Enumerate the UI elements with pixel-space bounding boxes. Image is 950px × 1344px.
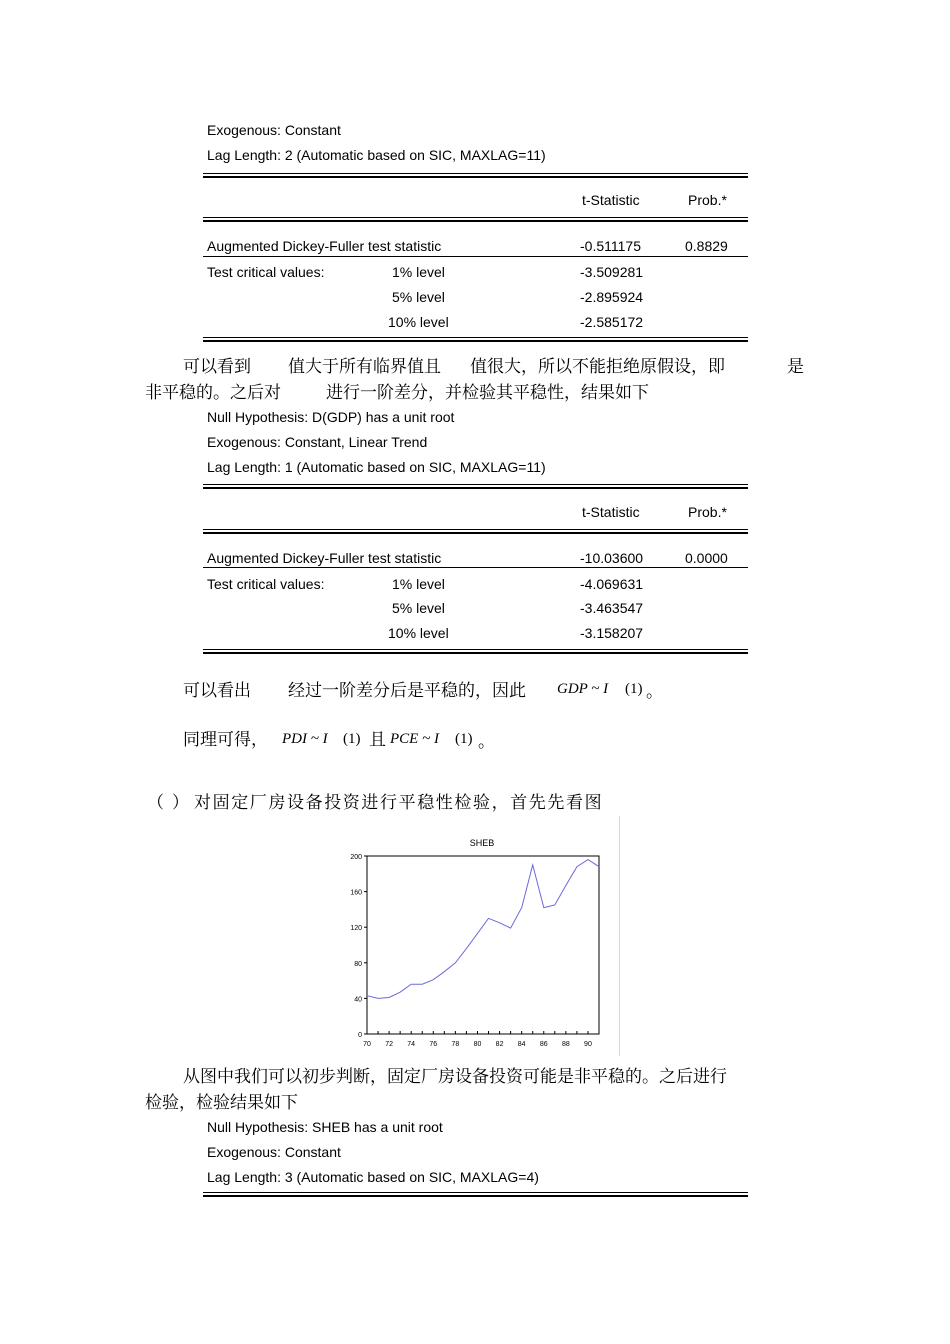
- test3-lag-length: Lag Length: 3 (Automatic based on SIC, MAXLAG=4): [207, 1169, 539, 1185]
- test2-adf-rule: [203, 567, 748, 568]
- test2-adf-label: Augmented Dickey-Fuller test statistic: [207, 550, 442, 566]
- test2-null-hypothesis: Null Hypothesis: D(GDP) has a unit root: [207, 409, 455, 425]
- x-tick-label: 74: [407, 1041, 416, 1048]
- para1-text-c: 值很大，所以不能拒绝原假设，即: [470, 357, 725, 377]
- plot-area: [367, 856, 599, 1034]
- test2-level-10: 10% level: [388, 625, 449, 641]
- x-tick-label: 88: [561, 1041, 570, 1048]
- test2-value-1: -4.069631: [580, 576, 644, 592]
- test1-level-1: 1% level: [392, 264, 445, 280]
- test3-top-rule-2: [203, 1195, 748, 1197]
- x-tick-label: 80: [473, 1041, 482, 1048]
- y-axis-ticks: [350, 854, 367, 1039]
- test1-value-5: -2.895924: [580, 289, 644, 305]
- y-tick-label: 80: [354, 960, 362, 968]
- test2-level-1: 1% level: [392, 576, 445, 592]
- para3-end: 。: [478, 732, 495, 752]
- y-tick-label: 200: [350, 854, 362, 861]
- test1-header-rule-2: [203, 220, 748, 222]
- test1-lag-length: Lag Length: 2 (Automatic based on SIC, MAXLAG=11): [207, 147, 546, 163]
- test1-bottom-rule-2: [203, 340, 748, 342]
- para5-line-2: 检验，检验结果如下: [145, 1093, 298, 1113]
- test2-top-rule-2: [203, 487, 748, 489]
- para2-end: 。: [646, 682, 663, 702]
- test1-level-5: 5% level: [392, 289, 445, 305]
- test2-bottom-rule-1: [203, 649, 748, 650]
- test1-adf-prob: 0.8829: [685, 238, 728, 254]
- test2-lag-length: Lag Length: 1 (Automatic based on SIC, MAXLAG=11): [207, 459, 546, 475]
- test1-adf-label: Augmented Dickey-Fuller test statistic: [207, 238, 442, 254]
- test2-critical-label: Test critical values:: [207, 576, 325, 592]
- test1-header-rule-1: [203, 217, 748, 218]
- test2-value-5: -3.463547: [580, 600, 644, 616]
- test2-adf-tstat: -10.03600: [580, 550, 644, 566]
- para2-text-b: 经过一阶差分后是平稳的，因此: [288, 681, 526, 701]
- para4-text: 对固定厂房设备投资进行平稳性检验，首先先看图: [194, 793, 604, 813]
- y-tick-label: 0: [358, 1032, 362, 1039]
- para2-math-order: (1): [625, 681, 643, 697]
- test2-header-rule-1: [203, 529, 748, 530]
- para1-text-a: 可以看到: [183, 357, 251, 377]
- test2-exogenous: Exogenous: Constant, Linear Trend: [207, 434, 428, 450]
- para2-math: GDP ~ I: [557, 681, 609, 697]
- test2-header-rule-2: [203, 532, 748, 534]
- para4-open-paren: （: [147, 793, 164, 813]
- x-tick-label: 90: [584, 1041, 592, 1048]
- para3-text-a: 同理可得，: [183, 730, 268, 750]
- test1-exogenous: Exogenous: Constant: [207, 122, 341, 138]
- series-line-sheb: [367, 860, 599, 999]
- test1-adf-rule: [203, 256, 748, 257]
- test2-value-10: -3.158207: [580, 625, 644, 641]
- para3-math-1: PDI ~ I: [282, 731, 328, 747]
- test3-exogenous: Exogenous: Constant: [207, 1144, 341, 1160]
- y-tick-label: 40: [354, 996, 362, 1004]
- para5-line-1: 从图中我们可以初步判断，固定厂房设备投资可能是非平稳的。之后进行: [183, 1067, 727, 1087]
- test1-critical-label: Test critical values:: [207, 264, 325, 280]
- test1-level-10: 10% level: [388, 314, 449, 330]
- x-tick-label: 82: [495, 1041, 504, 1048]
- test2-adf-prob: 0.0000: [685, 550, 728, 566]
- para4-close-paren: ）: [172, 793, 189, 813]
- test1-value-1: -3.509281: [580, 264, 644, 280]
- y-tick-label: 120: [350, 925, 362, 933]
- test3-null-hypothesis: Null Hypothesis: SHEB has a unit root: [207, 1119, 443, 1135]
- test1-top-rule-1: [203, 173, 748, 174]
- sheb-chart-frame: [336, 816, 620, 1056]
- test2-level-5: 5% level: [392, 600, 445, 616]
- sheb-line-chart: [336, 816, 619, 1056]
- test1-header-tstat: t-Statistic: [582, 192, 640, 208]
- para1-text-f: 进行一阶差分，并检验其平稳性，结果如下: [326, 383, 649, 403]
- test1-bottom-rule-1: [203, 337, 748, 338]
- test2-top-rule-1: [203, 484, 748, 485]
- y-tick-label: 160: [350, 889, 362, 897]
- test2-bottom-rule-2: [203, 652, 748, 654]
- test1-adf-tstat: -0.511175: [580, 238, 641, 254]
- x-tick-label: 76: [429, 1041, 438, 1048]
- test1-header-prob: Prob.*: [688, 192, 727, 208]
- x-tick-label: 78: [451, 1041, 460, 1048]
- para3-math-2: PCE ~ I: [390, 731, 439, 747]
- test1-value-10: -2.585172: [580, 314, 644, 330]
- x-tick-label: 84: [517, 1041, 526, 1048]
- chart-title: SHEB: [469, 838, 495, 848]
- para3-mid: 且: [369, 730, 386, 750]
- test2-header-tstat: t-Statistic: [582, 504, 640, 520]
- test1-top-rule-2: [203, 176, 748, 178]
- test2-header-prob: Prob.*: [688, 504, 727, 520]
- para3-math-2-order: (1): [455, 731, 473, 747]
- para1-text-e: 非平稳的。之后对: [145, 383, 281, 403]
- para2-text-a: 可以看出: [183, 681, 251, 701]
- para3-math-1-order: (1): [343, 731, 361, 747]
- para1-text-b: 值大于所有临界值且: [288, 357, 441, 377]
- x-tick-label: 72: [385, 1041, 393, 1048]
- x-tick-label: 70: [363, 1041, 371, 1048]
- x-tick-label: 86: [539, 1041, 548, 1048]
- test3-top-rule-1: [203, 1192, 748, 1193]
- para1-text-d: 是: [787, 357, 804, 377]
